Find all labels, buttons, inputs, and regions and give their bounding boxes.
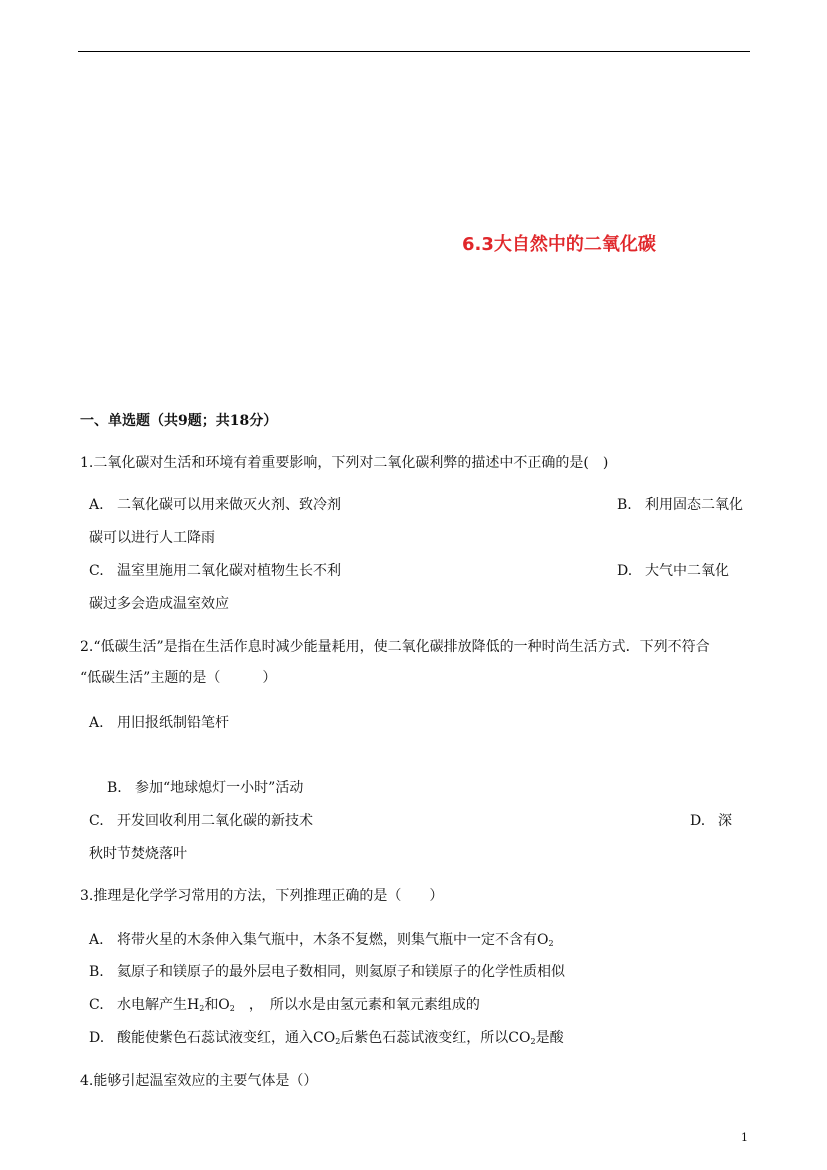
option-text: 利用固态二氧化 [645, 497, 743, 513]
question-3-option-d [89, 1028, 564, 1048]
option-letter: C. [89, 563, 104, 579]
subscript: 2 [229, 1004, 235, 1013]
option-letter: A. [89, 497, 104, 513]
subscript: 2 [548, 939, 554, 948]
question-2-option-d [690, 811, 732, 831]
option-text: 水电解产生H [117, 997, 200, 1013]
question-1-option-d-continuation: 碳过多会造成温室效应 [89, 596, 229, 612]
page-number: 1 [741, 1131, 748, 1144]
question-1-option-c [89, 561, 341, 581]
option-letter: C. [89, 997, 104, 1013]
question-3-option-c [89, 995, 480, 1015]
question-2-stem-line-1: 2.“低碳生活”是指在生活作息时减少能量耗用，使二氧化碳排放降低的一种时尚生活方式．下列不符合 [80, 639, 710, 655]
option-letter: B. [89, 964, 104, 980]
question-1-option-b [617, 495, 743, 515]
option-letter: A. [89, 715, 104, 731]
question-3-stem: 3.推理是化学学习常用的方法，下列推理正确的是（ ） [80, 888, 444, 904]
option-text: 大气中二氧化 [645, 563, 729, 579]
header-rule [78, 51, 750, 52]
option-text: 将带火星的木条伸入集气瓶中，木条不复燃，则集气瓶中一定不含有O [117, 932, 549, 948]
option-text: 用旧报纸制铅笔杆 [117, 715, 229, 731]
question-1-option-b-continuation: 碳可以进行人工降雨 [89, 530, 215, 546]
question-2-option-c [89, 811, 313, 831]
question-3-option-a [89, 930, 554, 950]
page-title: 6.3大自然中的二氧化碳 [462, 234, 656, 255]
question-4-stem: 4.能够引起温室效应的主要气体是（） [80, 1073, 318, 1089]
question-1-stem: 1.二氧化碳对生活和环境有着重要影响，下列对二氧化碳利弊的描述中不正确的是( ) [80, 455, 609, 471]
option-text: 开发回收利用二氧化碳的新技术 [117, 813, 313, 829]
section-heading: 一、单选题（共9题；共18分） [80, 413, 278, 429]
question-1-option-d [617, 561, 729, 581]
subscript: 2 [335, 1037, 341, 1046]
option-text: ， 所以水是由氢元素和氧元素组成的 [234, 997, 480, 1013]
question-2-option-b [107, 778, 303, 798]
option-letter: D. [89, 1030, 105, 1046]
option-text: 温室里施用二氧化碳对植物生长不利 [117, 563, 341, 579]
option-letter: D. [617, 563, 633, 579]
option-letter: A. [89, 932, 104, 948]
option-letter: B. [617, 497, 632, 513]
option-text: 深 [718, 813, 732, 829]
option-text: 参加“地球熄灯一小时”活动 [135, 780, 304, 796]
subscript: 2 [199, 1004, 205, 1013]
subscript: 2 [530, 1037, 536, 1046]
question-2-stem-line-2: “低碳生活”主题的是（ ） [80, 670, 277, 686]
option-text: 二氧化碳可以用来做灭火剂、致冷剂 [117, 497, 341, 513]
question-2-option-d-continuation: 秋时节焚烧落叶 [89, 846, 187, 862]
option-letter: B. [107, 780, 122, 796]
question-1-option-a [89, 495, 341, 515]
option-text: 和O [204, 997, 230, 1013]
option-text: 酸能使紫色石蕊试液变红，通入CO [117, 1030, 336, 1046]
question-3-option-b [89, 962, 565, 982]
option-text: 是酸 [535, 1030, 564, 1046]
option-letter: C. [89, 813, 104, 829]
option-letter: D. [690, 813, 706, 829]
option-text: 后紫色石蕊试液变红，所以CO [340, 1030, 531, 1046]
question-2-option-a [89, 713, 229, 733]
option-text: 氦原子和镁原子的最外层电子数相同，则氦原子和镁原子的化学性质相似 [117, 964, 565, 980]
